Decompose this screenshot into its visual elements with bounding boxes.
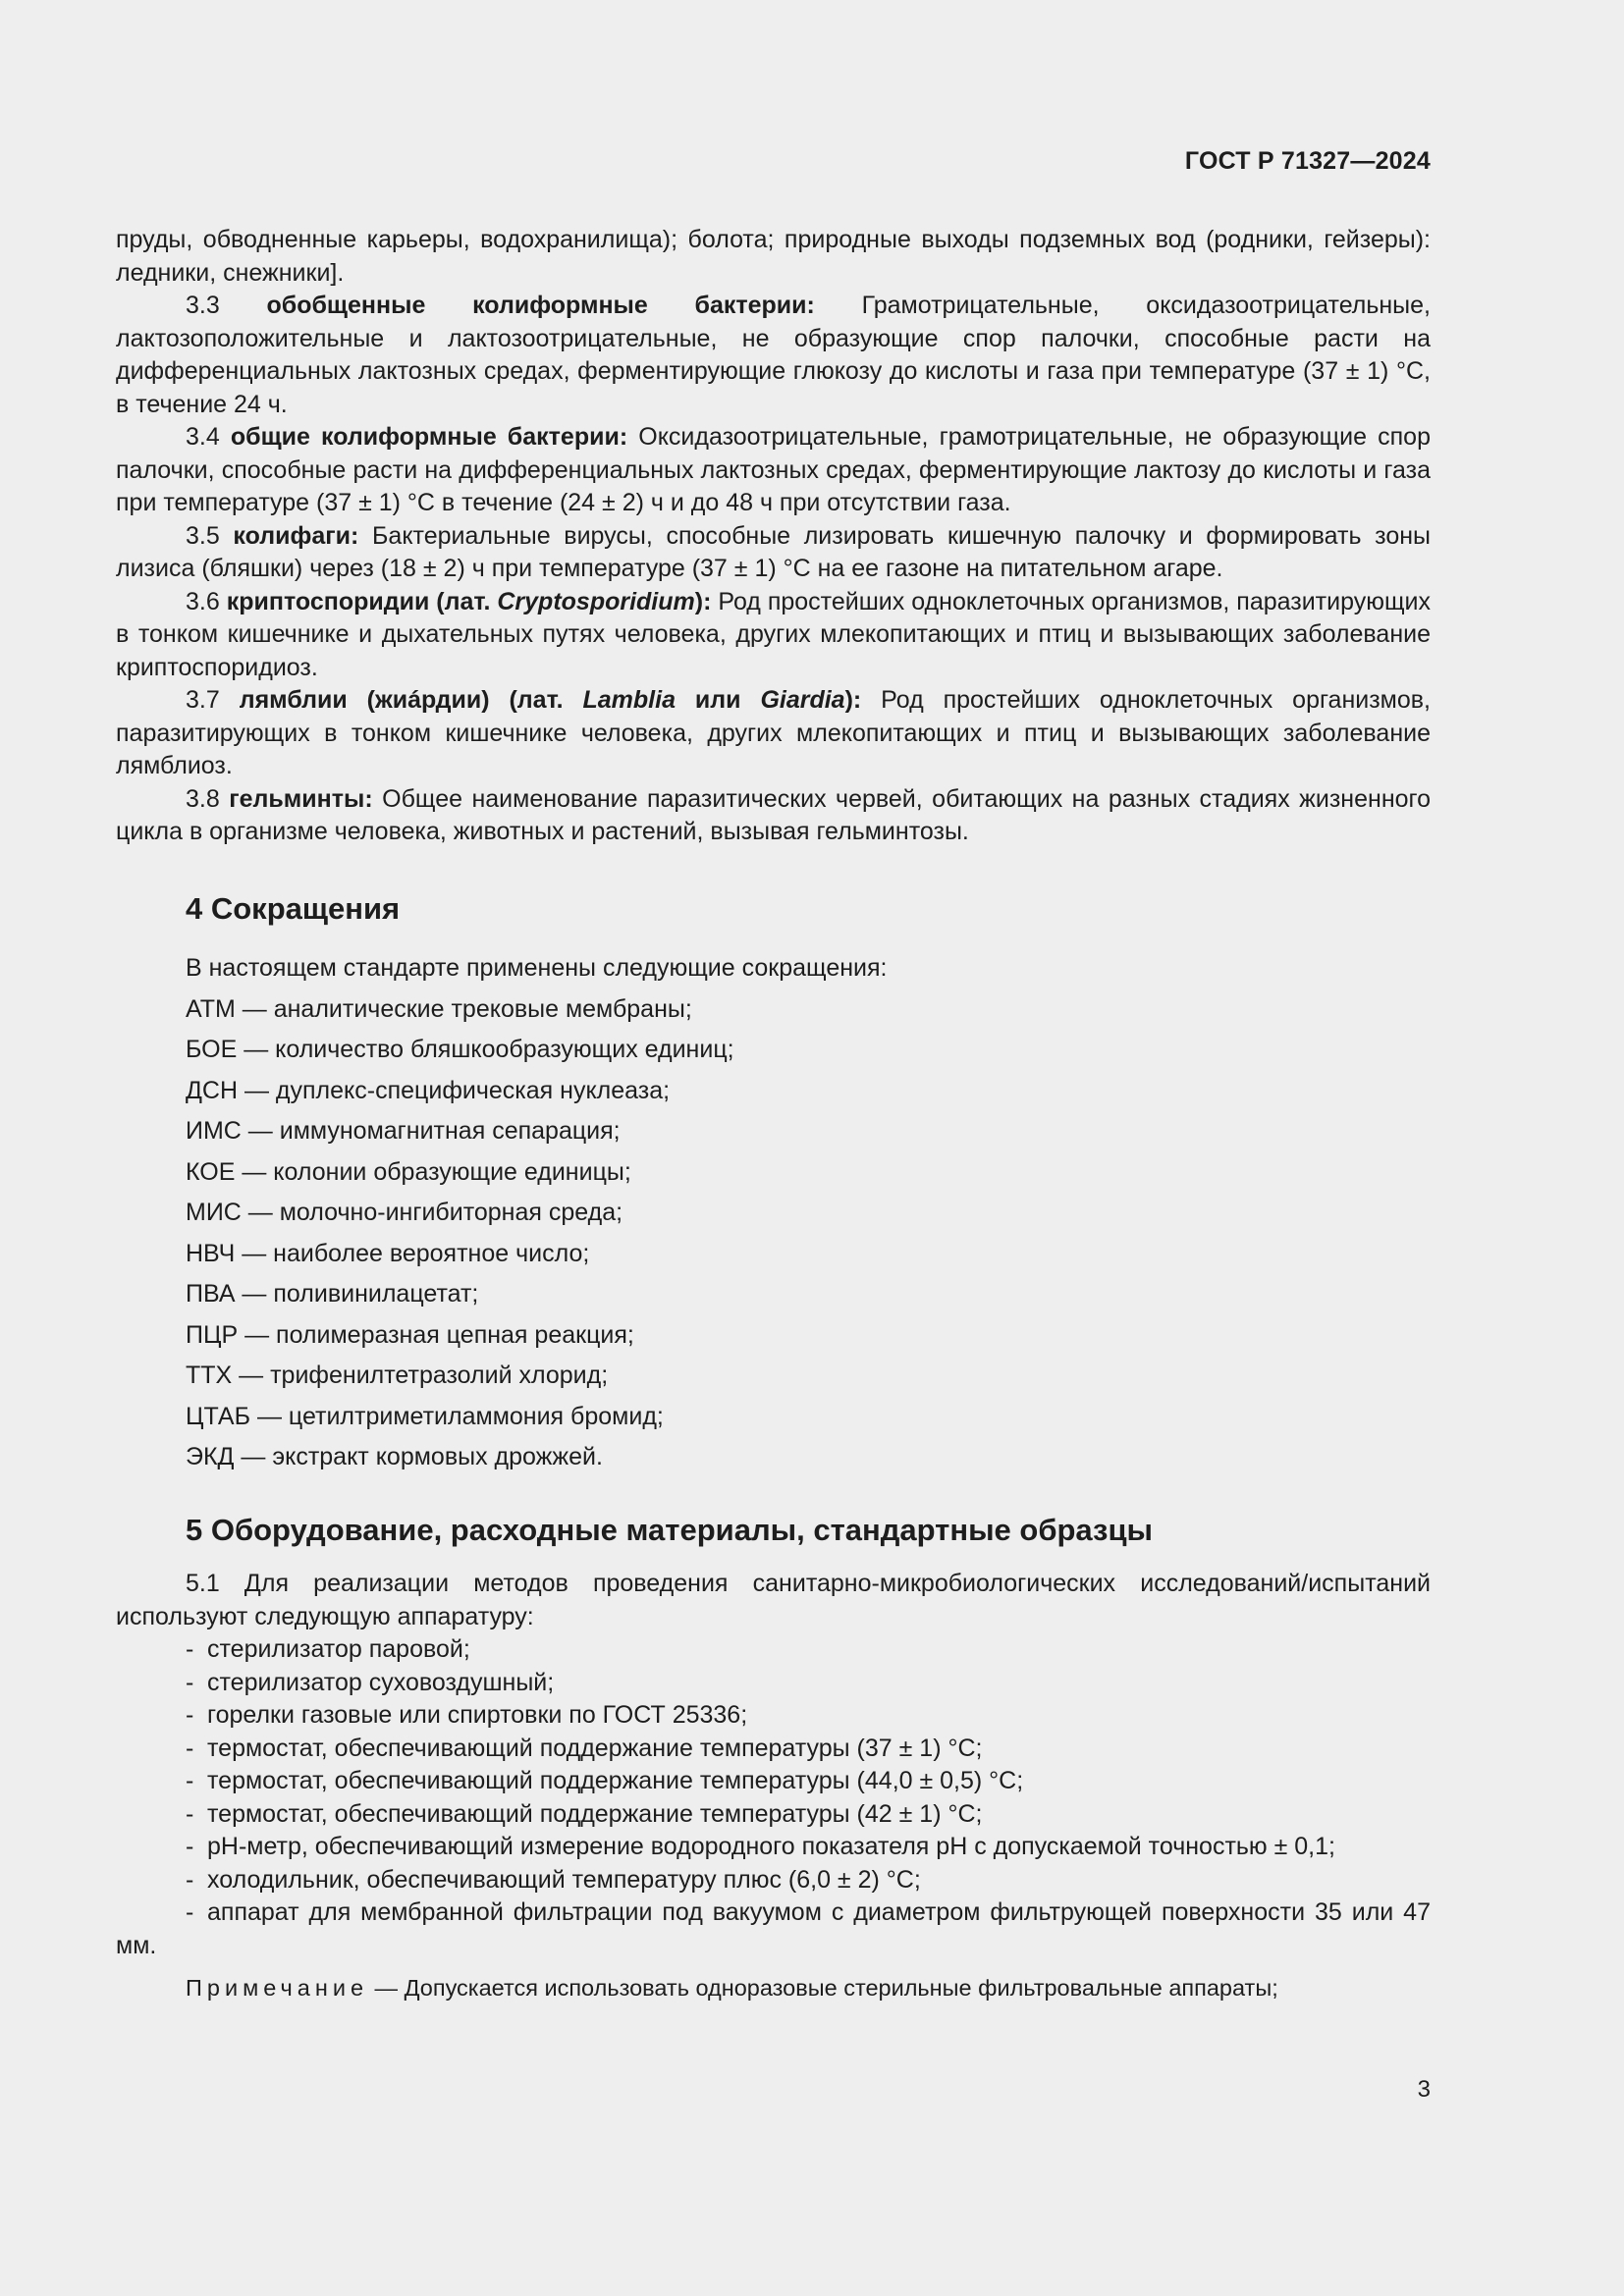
note-label: Примечание [186,1975,369,2001]
term-title: обобщенные колиформные бактерии: [266,292,815,319]
list-item: - холодильник, обеспечивающий температуру плюс (6,0 ± 2) °С; [186,1865,921,1894]
term-title: лямблии (жиáрдии) (лат. Lamblia или Giardia): [239,686,862,714]
abbreviations-list [116,948,1431,1478]
term-definition: Бактериальные вирусы, способные лизировать кишечную палочку и формировать зоны лизиса (бляшки) через (18 ± 2) ч при температуре (37 ± 1) °С на ее газоне на питательном агаре. [116,521,1431,582]
list-item: ЭКД — экстракт кормовых дрожжей. [186,1443,603,1470]
paragraph-5-1: 5.1 Для реализации методов проведения санитарно-микробиологических исследований/испытаний используют следующую аппаратуру: [116,1570,1431,1630]
section-5-heading: 5 Оборудование, расходные материалы, стандартные образцы [186,1512,1153,1547]
note-text: — Допускается использовать одноразовые стерильные фильтровальные аппараты; [368,1975,1278,2001]
term-3-8: 3.8 гельминты: Общее наименование паразитических червей, обитающих на разных стадиях жизненного цикла в организме человека, животных и растений, вызывая гельминтозы. [116,784,1432,845]
term-definition: Общее наименование паразитических червей, обитающих на разных стадиях жизненного цикла в организме человека, животных и растений, вызывая гельминтозы. [116,784,1432,845]
list-item: ТТХ — трифенилтетразолий хлорид; [186,1362,609,1389]
equipment-list [116,1633,1431,1962]
list-item: - горелки газовые или спиртовки по ГОСТ 25336; [186,1701,748,1729]
list-item: АТМ — аналитические трековые мембраны; [186,994,692,1023]
list-item: КОЕ — колонии образующие единицы; [186,1157,631,1186]
list-item: - стерилизатор суховоздушный; [186,1668,555,1696]
term-3-7: 3.7 лямблии (жиáрдии) (лат. Lamblia или Giardia): Род простейших одноклеточных организмов, паразитирующих в тонком кишечнике человека, других млекопитающих и птиц и вызывающих заболевание лямблиоз. [116,686,1431,779]
list-item: - рН-метр, обеспечивающий измерение водородного показателя рН с допускаемой точностью ± 0,1; [186,1833,1335,1860]
list-item: ДСН — дуплекс-специфическая нуклеаза; [186,1076,671,1104]
document-code-header: ГОСТ Р 71327—2024 [1184,147,1431,175]
term-definition: Род простейших одноклеточных организмов, паразитирующих в тонком кишечнике и дыхательных путях человека, других млекопитающих и птиц и вызывающих заболевание криптоспоридиоз. [116,587,1431,681]
term-definition: Грамотрицательные, оксидазоотрицательные, лактозоположительные и лактозоотрицательные, не образующие спор палочки, способные расти на дифференциальных лактозных средах, ферментирующие глюкозу до кислоты и газа при температуре (37 ± 1) °С, в течение 24 ч. [116,292,1432,418]
list-item: БОЕ — количество бляшкообразующих единиц; [186,1036,734,1063]
term-3-4: 3.4 общие колиформные бактерии: Оксидазоотрицательные, грамотрицательные, не образующие спор палочки, способные расти на дифференциальных лактозных средах, ферментирующие лактозу до кислоты и газа при температуре (37 ± 1) °С в течение (24 ± 2) ч и до 48 ч при отсутствии газа. [116,423,1431,516]
list-item: ПВА — поливинилацетат; [186,1280,479,1308]
term-definition: Род простейших одноклеточных организмов, паразитирующих в тонком кишечнике человека, других млекопитающих и птиц и вызывающих заболевание лямблиоз. [116,686,1431,779]
term-title: общие колиформные бактерии: [230,423,628,451]
list-item: - термостат, обеспечивающий поддержание температуры (37 ± 1) °С; [186,1734,983,1762]
note [116,1972,1431,2005]
page-number: 3 [1417,2076,1431,2103]
list-item: ИМС — иммуномагнитная сепарация; [186,1117,621,1145]
term-3-5: 3.5 колифаги: Бактериальные вирусы, способные лизировать кишечную палочку и формировать зоны лизиса (бляшки) через (18 ± 2) ч при температуре (37 ± 1) °С на ее газоне на питательном агаре. [116,521,1431,582]
term-3-6: 3.6 криптоспоридии (лат. Cryptosporidium): Род простейших одноклеточных организмов, паразитирующих в тонком кишечнике и дыхательных путях человека, других млекопитающих и птиц и вызывающих заболевание криптоспоридиоз. [116,587,1431,681]
document-body [116,224,1431,2005]
section-4-heading: 4 Сокращения [186,890,401,926]
term-title: колифаги: [233,521,359,550]
list-item: МИС — молочно-ингибиторная среда; [186,1199,623,1226]
list-item: ЦТАБ — цетилтриметиламмония бромид; [186,1402,664,1430]
list-item: - аппарат для мембранной фильтрации под вакуумом с диаметром фильтрующей поверхности 35 или 47 мм. [116,1898,1431,1959]
term-title: криптоспоридии (лат. Cryptosporidium): [226,587,712,615]
list-item: НВЧ — наиболее вероятное число; [186,1239,590,1267]
list-item: - термостат, обеспечивающий поддержание температуры (42 ± 1) °С; [186,1799,983,1828]
list-item: ПЦР — полимеразная цепная реакция; [186,1320,634,1349]
list-item: - термостат, обеспечивающий поддержание температуры (44,0 ± 0,5) °С; [186,1767,1024,1794]
term-definition: Оксидазоотрицательные, грамотрицательные, не образующие спор палочки, способные расти на дифференциальных лактозных средах, ферментирующие лактозу до кислоты и газа при температуре (37 ± 1) °С в течение (24 ± 2) ч и до 48 ч при отсутствии газа. [116,423,1431,516]
list-item: - стерилизатор паровой; [186,1635,470,1663]
term-title: гельминты: [229,784,373,813]
abbreviations-intro: В настоящем стандарте применены следующие сокращения: [186,954,888,982]
term-3-3: 3.3 обобщенные колиформные бактерии: Грамотрицательные, оксидазоотрицательные, лактозоположительные и лактозоотрицательные, не образующие спор палочки, способные расти на дифференциальных лактозных средах, ферментирующие глюкозу до кислоты и газа при температуре (37 ± 1) °С, в течение 24 ч. [116,292,1432,418]
continued-paragraph: пруды, обводненные карьеры, водохранилища); болота; природные выходы подземных вод (родники, гейзеры): ледники, снежники]. [116,226,1431,287]
